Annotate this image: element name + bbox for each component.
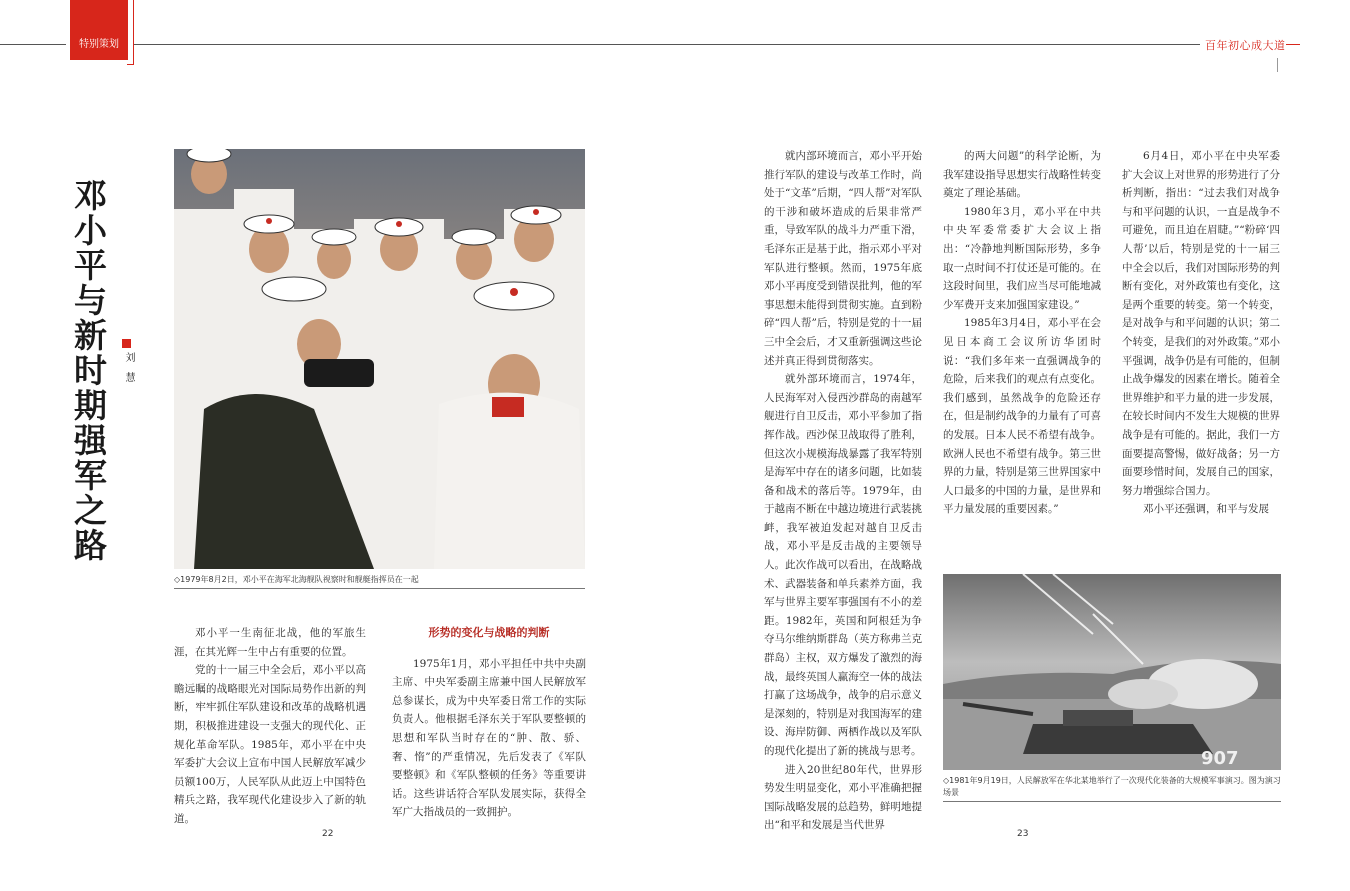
page-number-right: 23 <box>1017 829 1029 839</box>
paragraph: 1975年1月，邓小平担任中共中央副主席、中央军委副主席兼中国人民解放军总参谋长，成为中央军委日常工作的实际负责人。他根据毛泽东关于军队要整顿的思想和军队当时存在的“肿、散、骄、奢、惰”的严重情况，先后发表了《军队要整顿》和《军队整顿的任务》等重要讲话。这些讲话符合军队发展实际，获得全军广大指战员的一致拥护。 <box>392 657 586 819</box>
paragraph: 党的十一届三中全会后，邓小平以高瞻远瞩的战略眼光对国际局势作出新的判断，牢牢抓住军队建设和改革的战略机遇期，积极推进建设一支强大的现代化、正规化革命军队。1985年，邓小平在中央军委扩大会议上宣布中国人民解放军减少员额100万，人民军队从此迈上中国特色精兵之路，我军现代化建设步入了新的轨道。 <box>174 664 366 825</box>
paragraph: 的两大问题”的科学论断，为我军建设指导思想实行战略性转变奠定了理论基础。 <box>943 150 1101 200</box>
author-marker <box>122 339 131 348</box>
text-column-2 <box>392 624 586 822</box>
page-number-left: 22 <box>322 829 334 839</box>
paragraph: 1980年3月，邓小平在中共中央军委常委扩大会议上指出：“冷静地判断国际形势，多争取一点时间不打仗还是可能的。在这段时间里，我们应当尽可能地减少军费开支来加强国家建设。” <box>943 205 1101 311</box>
section-subheading: 形势的变化与战略的判断 <box>428 626 550 639</box>
section-tag <box>70 0 128 60</box>
section-tag-label: 特别策划 <box>79 39 119 50</box>
tank-number: 907 <box>1201 748 1239 769</box>
paragraph: 6月4日，邓小平在中央军委扩大会议上对世界的形势进行了分析判断，指出：“过去我们对战争与和平问题的认识，一直是战争不可避免，而且迫在眉睫。”“粉碎‘四人帮’以后，特别是党的十一届三中全会以后，我们对国际形势的判断有变化，对外政策也有变化，这是两个重要的转变。第一个转变，是对战争与和平问题的认识；第二个转变，是我们的对外政策。”邓小平强调，战争仍是有可能的，但制止战争爆发的因素在增长。随着全世界维护和平力量的进一步发展，在较长时间内不发生大规模的世界战争是有可能的。据此，我们一方面要提高警惕，做好战备；另一方面要珍惜时间，发展自己的国家，努力增强综合国力。 <box>1122 150 1280 497</box>
text-column-1 <box>174 624 366 829</box>
paragraph: 就外部环境而言，1974年，人民海军对入侵西沙群岛的南越军舰进行自卫反击，邓小平参加了指挥作战。西沙保卫战取得了胜利，但这次小规模海战暴露了我军特别是海军中存在的诸多问题，比如装备和战术的落后等。1979年，由于越南不断在中越边境进行武装挑衅，我军被迫发起对越自卫反击战，邓小平是反击战的主要领导人。此次作战可以看出，在战略战术、武器装备和单兵素养方面，我军与世界主要军事强国有不小的差距。1982年，英国和阿根廷为争夺马尔维纳斯群岛（英方称弗兰克群岛）主权，双方爆发了激烈的海战，最终英国人赢海空一体的战法打赢了这场战争，战争的启示意义是深刻的，特别是对我国海军的建设、海岸防御、两栖作战以及军队的现代化提出了新的挑战与思考。 <box>764 373 922 757</box>
paragraph: 1985年3月4日，邓小平在会见日本商工会议所访华团时说：“我们多年来一直强调战争的危险，后来我们的观点有点变化。我们感到，虽然战争的危险还存在，但是制约战争的力量有了可喜的发展。日本人民不希望有战争。欧洲人民也不希望有战争。第三世界的力量，特别是第三世界国家中人口最多的中国的力量，是世界和平力量发展的重要因素。” <box>943 317 1101 516</box>
photo-sailors <box>174 149 585 569</box>
series-divider <box>1277 58 1278 72</box>
article-title: 邓小平与新时期强军之路 <box>69 178 108 563</box>
paragraph: 邓小平还强调，和平与发展 <box>1143 503 1269 516</box>
photo-exercise-caption: ◇1981年9月19日，人民解放军在华北某地举行了一次现代化装备的大规模军事演习。图为演习场景 <box>943 776 1281 797</box>
photo-sailors-image <box>174 149 585 569</box>
photo-exercise-caption-rule <box>943 801 1281 802</box>
text-column-3 <box>764 147 922 835</box>
series-title: 百年初心成大道 <box>1205 39 1286 52</box>
photo-military-exercise <box>943 574 1281 770</box>
paragraph: 邓小平一生南征北战，他的军旅生涯，在其光辉一生中占有重要的位置。 <box>174 627 366 658</box>
header-rule <box>134 44 1200 45</box>
article-author: 刘慧 <box>123 352 134 392</box>
text-column-4 <box>943 147 1101 519</box>
text-column-5 <box>1122 147 1280 519</box>
photo-sailors-caption: ◇1979年8月2日，邓小平在海军北海舰队视察时和舰艇指挥员在一起 <box>174 575 419 584</box>
photo-sailors-caption-rule <box>174 588 585 589</box>
section-tag-fold <box>127 0 134 65</box>
header-rule-left <box>0 44 66 45</box>
photo-military-exercise-image <box>943 574 1281 770</box>
paragraph: 就内部环境而言，邓小平开始推行军队的建设与改革工作时，尚处于“文革”后期，“四人帮”对军队的干涉和破坏造成的后果非常严重，导致军队的战斗力严重下滑，毛泽东正是基于此，指示邓小平对军队进行整顿。然而，1975年底邓小平再度受到错误批判，他的军事思想未能得到贯彻实施。直到粉碎“四人帮”后，特别是党的十一届三中全会后，才又重新强调这些论述并真正得到贯彻落实。 <box>764 150 922 367</box>
series-dash <box>1286 44 1300 45</box>
paragraph: 进入20世纪80年代，世界形势发生明显变化，邓小平准确把握国际战略发展的总趋势，鲜明地提出“和平和发展是当代世界 <box>764 763 922 832</box>
